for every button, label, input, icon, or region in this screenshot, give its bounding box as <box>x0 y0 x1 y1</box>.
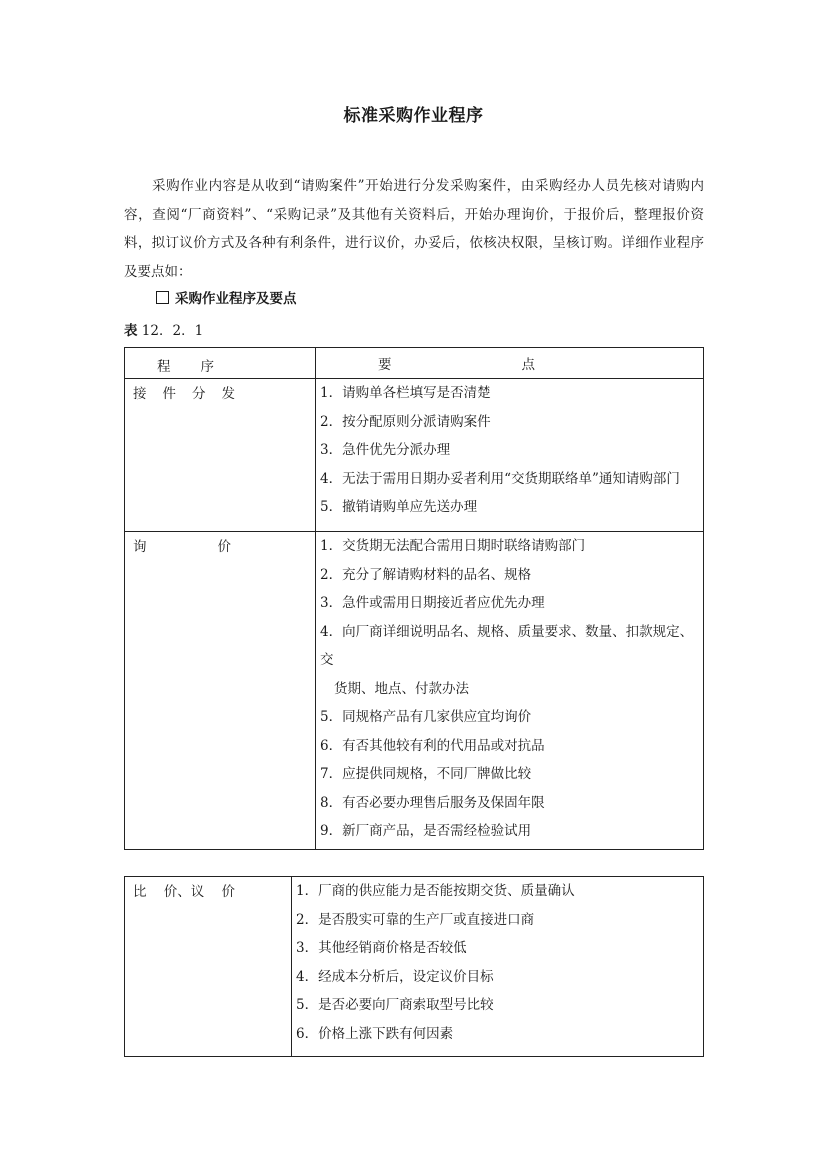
header-points-a: 要 <box>378 357 392 373</box>
points-cell <box>316 379 704 532</box>
points-cell <box>316 532 704 850</box>
list-item: 3．急件或需用日期接近者应优先办理 <box>320 595 545 611</box>
list-item: 1．交货期无法配合需用日期时联络请购部门 <box>320 538 586 554</box>
list-item: 4．向厂商详细说明品名、规格、质量要求、数量、扣款规定、交 <box>320 623 694 668</box>
checkbox-square-icon <box>156 291 169 304</box>
procedure-char: 发 <box>221 386 235 402</box>
document-title: 标准采购作业程序 <box>343 106 484 126</box>
table-row <box>125 532 704 850</box>
list-item: 2．按分配原则分派请购案件 <box>320 413 491 430</box>
list-item: 4．经成本分析后，设定议价目标 <box>296 968 494 985</box>
procedure-char: 件 <box>162 386 176 402</box>
list-item: 2．是否殷实可靠的生产厂或直接进口商 <box>296 911 535 928</box>
procedure-table-part-1 <box>124 347 704 850</box>
procedure-table-part-2 <box>124 876 704 1057</box>
list-item: 6．价格上涨下跌有何因素 <box>296 1025 454 1042</box>
header-points <box>316 348 704 379</box>
list-item: 5．同规格产品有几家供应宜均询价 <box>320 709 532 725</box>
intro-paragraph: 采购作业内容是从收到“请购案件”开始进行分发采购案件，由采购经办人员先核对请购内容，查阅“厂商资料”、“采购记录”及其他有关资料后，开始办理询价，于报价后，整理报价资料，拟订议价方式及各种有利条件，进行议价，办妥后，依核决权限，呈核订购。详细作业程序及要点如： <box>124 178 704 280</box>
procedure-char: 价、议 <box>163 884 205 900</box>
procedure-char: 接 <box>133 386 147 402</box>
procedure-char: 询 <box>133 539 147 555</box>
procedure-char: 价 <box>217 539 231 555</box>
list-item: 6．有否其他较有利的代用品或对抗品 <box>320 737 545 754</box>
list-item: 2．充分了解请购材料的品名、规格 <box>320 566 532 583</box>
list-item: 5．撤销请购单应先送办理 <box>320 499 478 515</box>
header-points-b: 点 <box>521 357 535 373</box>
list-item: 7．应提供同规格，不同厂牌做比较 <box>320 766 532 782</box>
procedure-char: 价 <box>221 884 235 900</box>
section-heading <box>156 287 297 307</box>
list-item: 8．有否必要办理售后服务及保固年限 <box>320 794 545 811</box>
procedure-cell <box>125 877 292 1057</box>
list-item: 3．急件优先分派办理 <box>320 442 451 458</box>
table-header-row <box>125 348 704 379</box>
table-number-prefix: 表 <box>124 323 138 339</box>
list-item-continuation: 货期、地点、付款办法 <box>334 680 469 697</box>
list-item: 4．无法于需用日期办妥者利用“交货期联络单”通知请购部门 <box>320 470 680 487</box>
list-item: 1．厂商的供应能力是否能按期交货、质量确认 <box>296 883 575 899</box>
table-row <box>125 877 704 1057</box>
points-cell <box>292 877 704 1057</box>
procedure-char: 分 <box>192 386 206 402</box>
table-number <box>124 319 203 339</box>
list-item: 5．是否必要向厂商索取型号比较 <box>296 997 494 1013</box>
procedure-cell <box>125 379 316 532</box>
procedure-char: 比 <box>133 884 147 900</box>
list-item: 9．新厂商产品，是否需经检验试用 <box>320 823 532 839</box>
list-item: 3．其他经销商价格是否较低 <box>296 940 467 956</box>
section-heading-text: 采购作业程序及要点 <box>175 291 297 307</box>
header-procedure: 程序 <box>125 348 316 379</box>
procedure-cell <box>125 532 316 850</box>
list-item: 1．请购单各栏填写是否清楚 <box>320 385 491 401</box>
table-row <box>125 379 704 532</box>
table-number-value: 12．2．1 <box>141 323 204 339</box>
